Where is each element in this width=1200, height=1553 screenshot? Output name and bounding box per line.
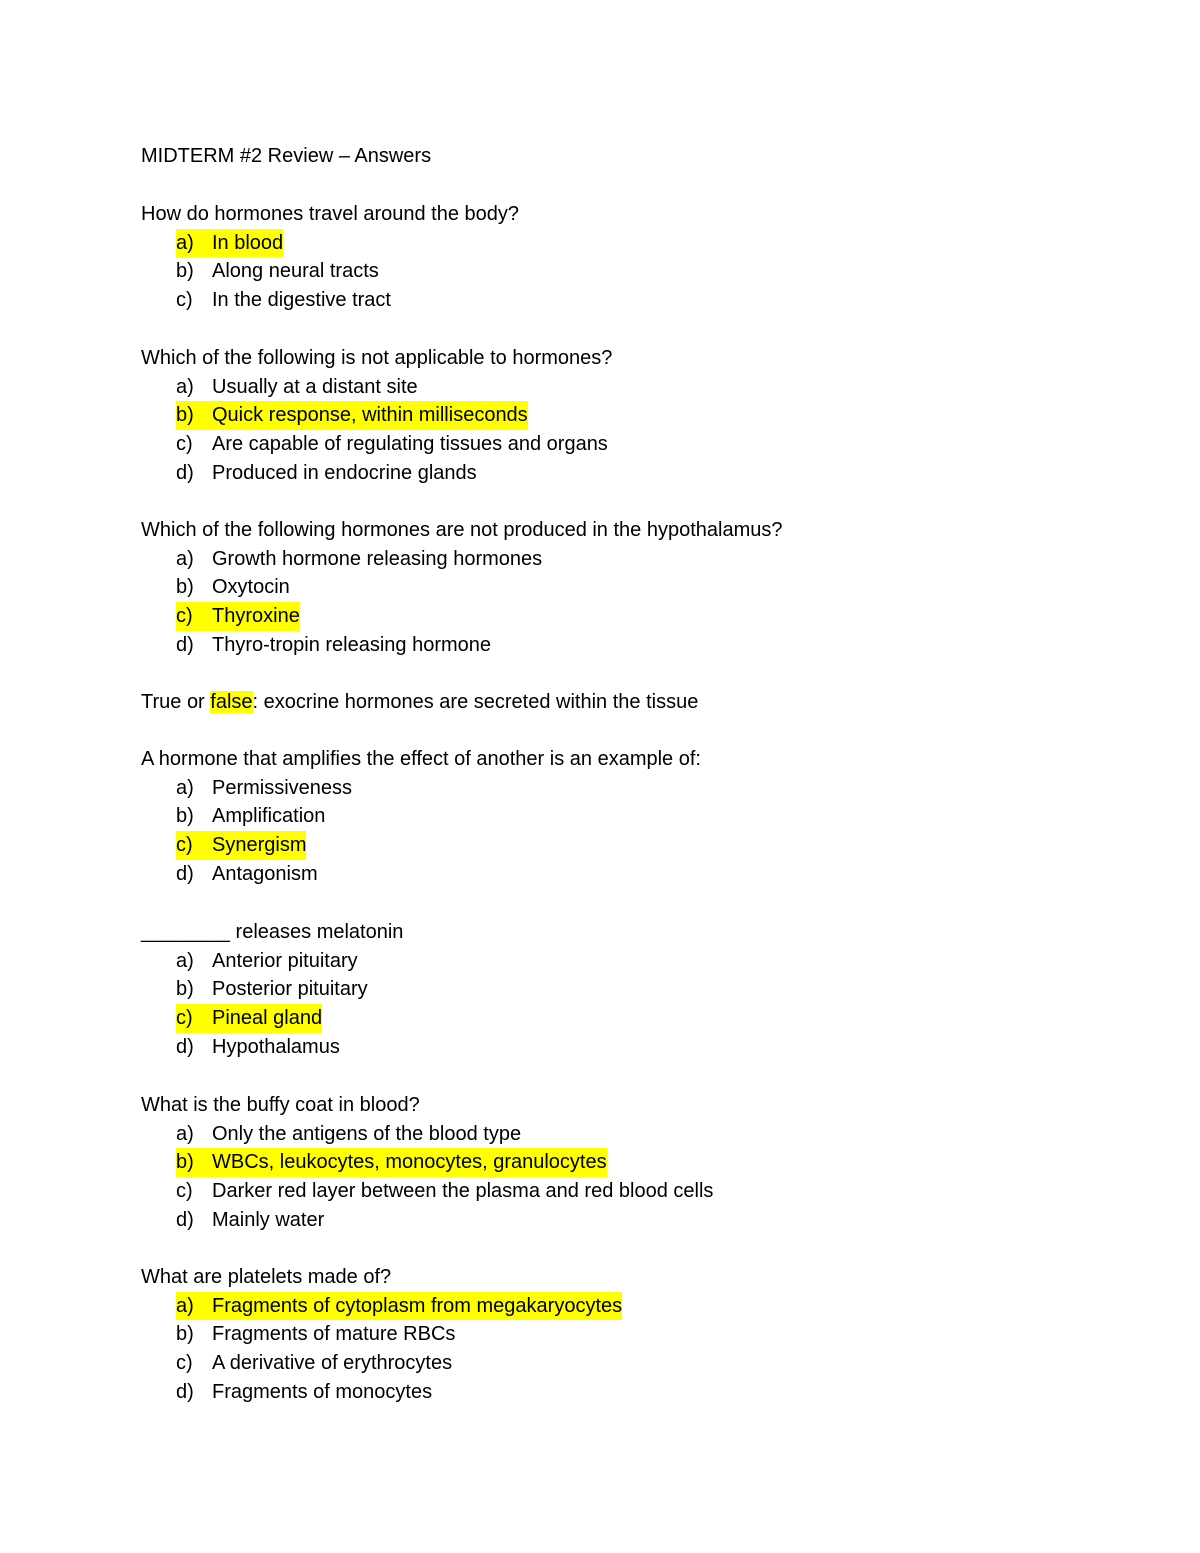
option-letter: b) [176, 260, 194, 283]
option-text: Hypothalamus [212, 1035, 340, 1058]
option-list [141, 947, 1141, 1062]
option-text: Are capable of regulating tissues and organs [212, 433, 608, 456]
question-block [141, 918, 1141, 1062]
option-item [141, 573, 1141, 602]
option-item [141, 975, 1141, 1004]
option-text: Usually at a distant site [212, 375, 418, 398]
option-text: Darker red layer between the plasma and red blood cells [212, 1180, 714, 1203]
true-false-statement [141, 688, 1141, 717]
option-item [141, 774, 1141, 803]
option-text: Posterior pituitary [212, 978, 368, 1001]
option-text: Thyro-tropin releasing hormone [212, 633, 492, 656]
option-letter: b) [176, 1151, 194, 1174]
option-item [141, 1004, 1141, 1033]
option-item [141, 1033, 1141, 1062]
option-list [141, 774, 1141, 889]
option-item [141, 947, 1141, 976]
question-text: What are platelets made of? [141, 1266, 392, 1288]
option-text: Quick response, within milliseconds [212, 404, 528, 427]
option-letter: d) [176, 1208, 194, 1231]
option-item [141, 1292, 1141, 1321]
option-letter: a) [176, 949, 194, 972]
option-letter: b) [176, 1323, 194, 1346]
option-list [141, 373, 1141, 488]
option-text: Antagonism [212, 862, 318, 885]
question-block [141, 1091, 1141, 1235]
question-text: How do hormones travel around the body? [141, 203, 520, 225]
option-item [141, 802, 1141, 831]
option-letter: a) [176, 1122, 194, 1145]
question-block [141, 1263, 1141, 1407]
option-item [141, 1320, 1141, 1349]
option-text: Fragments of mature RBCs [212, 1323, 456, 1346]
option-item [141, 430, 1141, 459]
option-item [141, 831, 1141, 860]
option-letter: b) [176, 404, 194, 427]
question-text: ________ releases melatonin [141, 921, 404, 943]
option-item [141, 602, 1141, 631]
option-item [141, 1206, 1141, 1235]
option-letter: c) [176, 289, 193, 312]
option-item [141, 401, 1141, 430]
question-text: What is the buffy coat in blood? [141, 1094, 420, 1116]
option-letter: b) [176, 978, 194, 1001]
option-item [141, 860, 1141, 889]
option-text: Mainly water [212, 1208, 325, 1231]
option-letter: b) [176, 576, 194, 599]
option-text: WBCs, leukocytes, monocytes, granulocytes [212, 1151, 607, 1174]
question-text: Which of the following hormones are not produced in the hypothalamus? [141, 519, 783, 541]
option-item [141, 373, 1141, 402]
option-text: Fragments of monocytes [212, 1380, 433, 1403]
option-letter: d) [176, 633, 194, 656]
question-text: Which of the following is not applicable to hormones? [141, 347, 613, 369]
option-list [141, 1292, 1141, 1407]
option-item [141, 1378, 1141, 1407]
question-block [141, 745, 1141, 889]
answer-highlight [176, 1004, 322, 1033]
option-letter: a) [176, 776, 194, 799]
option-text: Thyroxine [212, 605, 300, 628]
option-text: Oxytocin [212, 576, 290, 599]
option-item [141, 1120, 1141, 1149]
option-letter: d) [176, 862, 194, 885]
option-item [141, 286, 1141, 315]
question-block [141, 344, 1141, 488]
option-item [141, 1349, 1141, 1378]
answer-highlight [176, 1148, 607, 1177]
question-block [141, 688, 1141, 717]
option-text: In the digestive tract [212, 289, 391, 312]
statement-prefix: True or [141, 691, 211, 713]
question-block [141, 516, 1141, 660]
option-item [141, 257, 1141, 286]
option-letter: a) [176, 547, 194, 570]
option-text: Produced in endocrine glands [212, 461, 477, 484]
option-item [141, 1177, 1141, 1206]
option-item [141, 631, 1141, 660]
option-text: Pineal gland [212, 1007, 323, 1030]
option-text: Anterior pituitary [212, 949, 358, 972]
option-text: Only the antigens of the blood type [212, 1122, 522, 1145]
option-text: In blood [212, 231, 284, 254]
option-item [141, 229, 1141, 258]
option-letter: c) [176, 1352, 193, 1375]
option-item [141, 1148, 1141, 1177]
answer-highlight [176, 831, 306, 860]
option-text: Amplification [212, 805, 326, 828]
option-letter: a) [176, 1294, 194, 1317]
question-text: A hormone that amplifies the effect of another is an example of: [141, 748, 701, 770]
option-letter: a) [176, 231, 194, 254]
answer-highlight [176, 1292, 622, 1321]
option-item [141, 545, 1141, 574]
answer-highlight: false [210, 691, 253, 713]
option-list [141, 545, 1141, 660]
option-letter: c) [176, 834, 193, 857]
page-title: MIDTERM #2 Review – Answers [141, 145, 432, 167]
answer-highlight [176, 401, 528, 430]
option-text: Fragments of cytoplasm from megakaryocytes [212, 1294, 623, 1317]
option-list [141, 229, 1141, 315]
question-block [141, 200, 1141, 315]
answer-highlight [176, 229, 283, 258]
option-letter: c) [176, 605, 193, 628]
option-letter: c) [176, 433, 193, 456]
option-text: Along neural tracts [212, 260, 379, 283]
option-item [141, 459, 1141, 488]
option-letter: d) [176, 1035, 194, 1058]
option-text: Permissiveness [212, 776, 353, 799]
option-letter: d) [176, 1380, 194, 1403]
option-text: Growth hormone releasing hormones [212, 547, 543, 570]
option-text: A derivative of erythrocytes [212, 1352, 453, 1375]
option-list [141, 1120, 1141, 1235]
statement-suffix: : exocrine hormones are secreted within the tissue [252, 691, 699, 713]
option-letter: c) [176, 1180, 193, 1203]
option-letter: b) [176, 805, 194, 828]
option-text: Synergism [212, 834, 307, 857]
option-letter: c) [176, 1007, 193, 1030]
option-letter: a) [176, 375, 194, 398]
answer-highlight [176, 602, 300, 631]
option-letter: d) [176, 461, 194, 484]
